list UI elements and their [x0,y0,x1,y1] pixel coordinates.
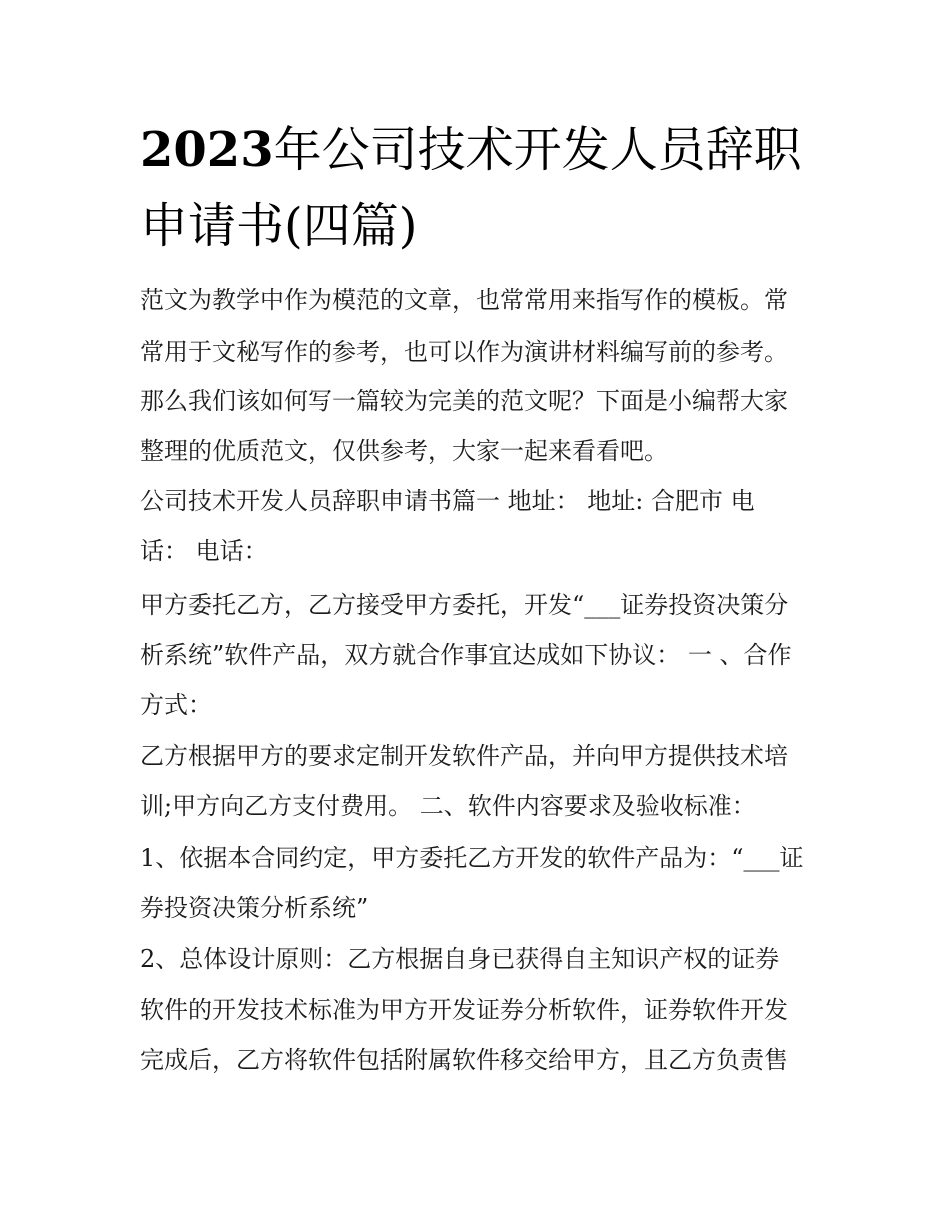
body-line: 完成后，乙方将软件包括附属软件移交给甲方，且乙方负责售 [140,1046,788,1074]
body-line: 软件的开发技术标准为甲方开发证券分析软件，证券软件开发 [140,996,788,1024]
body-line: 话： 电话： [140,537,268,565]
title-line2-text: 申请书(四篇) [140,198,418,254]
body-line: 公司技术开发人员辞职申请书篇一 地址： 地址: 合肥市 电 [140,487,755,515]
document-title [140,112,820,264]
body-line: 乙方根据甲方的要求定制开发软件产品，并向甲方提供技术培 [140,742,788,770]
body-line: 券投资决策分析系统” [140,894,369,922]
body-line: 训;甲方向乙方支付费用。 二、软件内容要求及验收标准： [140,792,756,820]
body-line: 方式： [140,691,212,719]
body-line: 2、总体设计原则：乙方根据自身已获得自主知识产权的证券 [140,945,780,973]
body-line: 整理的优质范文，仅供参考，大家一起来看看吧。 [140,437,668,465]
body-line: 那么我们该如何写一篇较为完美的范文呢？下面是小编帮大家 [140,387,788,415]
body-line: 1、依据本合同约定，甲方委托乙方开发的软件产品为：“___证 [140,844,804,872]
body-line: 甲方委托乙方，乙方接受甲方委托，开发“___证券投资决策分 [140,591,789,619]
body-line: 范文为教学中作为模范的文章，也常常用来指写作的模板。常 [140,286,788,314]
title-year: 2023 [140,122,274,178]
title-line1-text: 年公司技术开发人员辞职 [273,122,802,178]
body-line: 常用于文秘写作的参考，也可以作为演讲材料编写前的参考。 [140,338,788,366]
body-line: 析系统”软件产品，双方就合作事宜达成如下协议： 一 、合作 [140,641,792,669]
